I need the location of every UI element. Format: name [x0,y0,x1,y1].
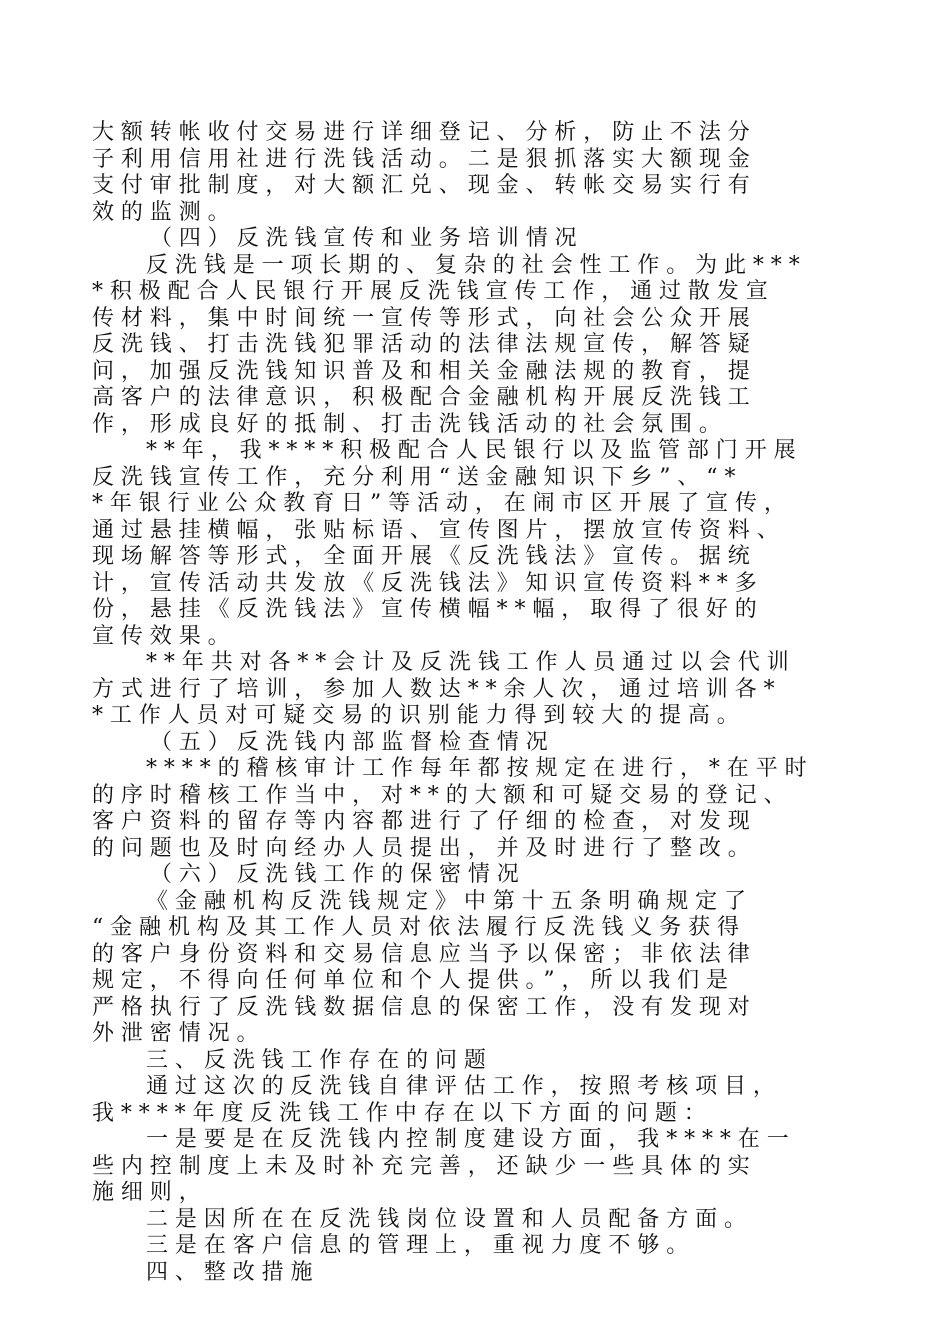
paragraph-start-line: ****的稽核审计工作每年都按规定在进行，*在平时 [146,756,814,781]
text-line: 的客户身份资料和交易信息应当予以保密；非依法律 [92,941,757,967]
document-body [92,120,866,1286]
text-line: 问，加强反洗钱知识普及和相关金融法规的教育，提 [92,358,757,384]
paragraph-start-line: 四、整改措施 [146,1259,320,1285]
text-line: 现场解答等形式，全面开展《反洗钱法》宣传。据统 [92,544,757,569]
text-line: 的序时稽核工作当中，对**的大额和可疑交易的登记、 [92,782,793,808]
text-line: *工作人员对可疑交易的识别能力得到较大的提高。 [92,703,746,728]
paragraph-start-line: 通过这次的反洗钱自律评估工作，按照考核项目， [146,1074,782,1099]
text-line: 严格执行了反洗钱数据信息的保密工作，没有发现对 [92,994,757,1020]
paragraph-start-line: **年，我****积极配合人民银行以及监管部门开展 [146,438,803,463]
text-line: 反洗钱宣传工作，充分利用“送金融知识下乡”、“* [92,464,743,490]
paragraph-start-line: 一是要是在反洗钱内控制度建设方面，我****在一 [146,1127,796,1152]
paragraph-start-line: 二是因所在在反洗钱岗位设置和人员配备方面。 [146,1206,753,1232]
text-line: 支付审批制度，对大额汇兑、现金、转帐交易实行有 [92,173,757,198]
text-line: 规定，不得向任何单位和个人提供。”，所以我们是 [92,968,735,993]
paragraph-start-line: 《金融机构反洗钱规定》中第十五条明确规定了 [146,888,753,914]
text-line: 的问题也及时向经办人员提出，并及时进行了整改。 [92,835,757,861]
text-line: 宣传效果。 [92,623,237,649]
text-line: 些内控制度上未及时补充完善，还缺少一些具体的实 [92,1153,757,1179]
text-line: 作，形成良好的抵制、打击洗钱活动的社会氛围。 [92,411,728,437]
text-line: 子利用信用社进行洗钱活动。二是狠抓落实大额现金 [92,146,757,172]
section-heading: （五）反洗钱内部监督检查情况 [150,729,555,755]
text-line: *积极配合人民银行开展反洗钱宣传工作，通过散发宣 [92,279,775,304]
text-line: 大额转帐收付交易进行详细登记、分析，防止不法分 [92,120,757,145]
text-line: 反洗钱、打击洗钱犯罪活动的法律法规宣传，解答疑 [92,332,757,357]
text-line: 效的监测。 [92,199,237,225]
text-line: 客户资料的留存等内容都进行了仔细的检查，对发现 [92,809,757,834]
paragraph-start-line: 反洗钱是一项长期的、复杂的社会性工作。为此*** [146,252,807,278]
text-line: *年银行业公众教育日”等活动，在闹市区开展了宣传， [92,491,793,516]
text-line: 高客户的法律意识，积极配合金融机构开展反洗钱工 [92,385,757,410]
paragraph-start-line: 三、反洗钱工作存在的问题 [146,1047,493,1073]
text-line: “金融机构及其工作人员对依法履行反洗钱义务获得 [92,915,746,940]
paragraph-start-line: **年共对各**会计及反洗钱工作人员通过以会代训 [146,650,796,675]
text-line: 计，宣传活动共发放《反洗钱法》知识宣传资料**多 [92,570,764,596]
text-line: 施细则， [92,1180,208,1205]
text-line: 份，悬挂《反洗钱法》宣传横幅**幅，取得了很好的 [92,597,764,622]
text-line: 方式进行了培训，参加人数达**余人次，通过培训各* [92,676,782,702]
text-line: 我****年度反洗钱工作中存在以下方面的问题： [92,1100,713,1126]
text-line: 通过悬挂横幅，张贴标语、宣传图片，摆放宣传资料、 [92,517,786,543]
section-heading: （六）反洗钱工作的保密情况 [150,862,526,887]
text-line: 传材料，集中时间统一宣传等形式，向社会公众开展 [92,305,757,331]
paragraph-start-line: 三是在客户信息的管理上，重视力度不够。 [146,1233,696,1258]
text-line: 外泄密情况。 [92,1021,266,1046]
section-heading: （四）反洗钱宣传和业务培训情况 [150,226,584,251]
